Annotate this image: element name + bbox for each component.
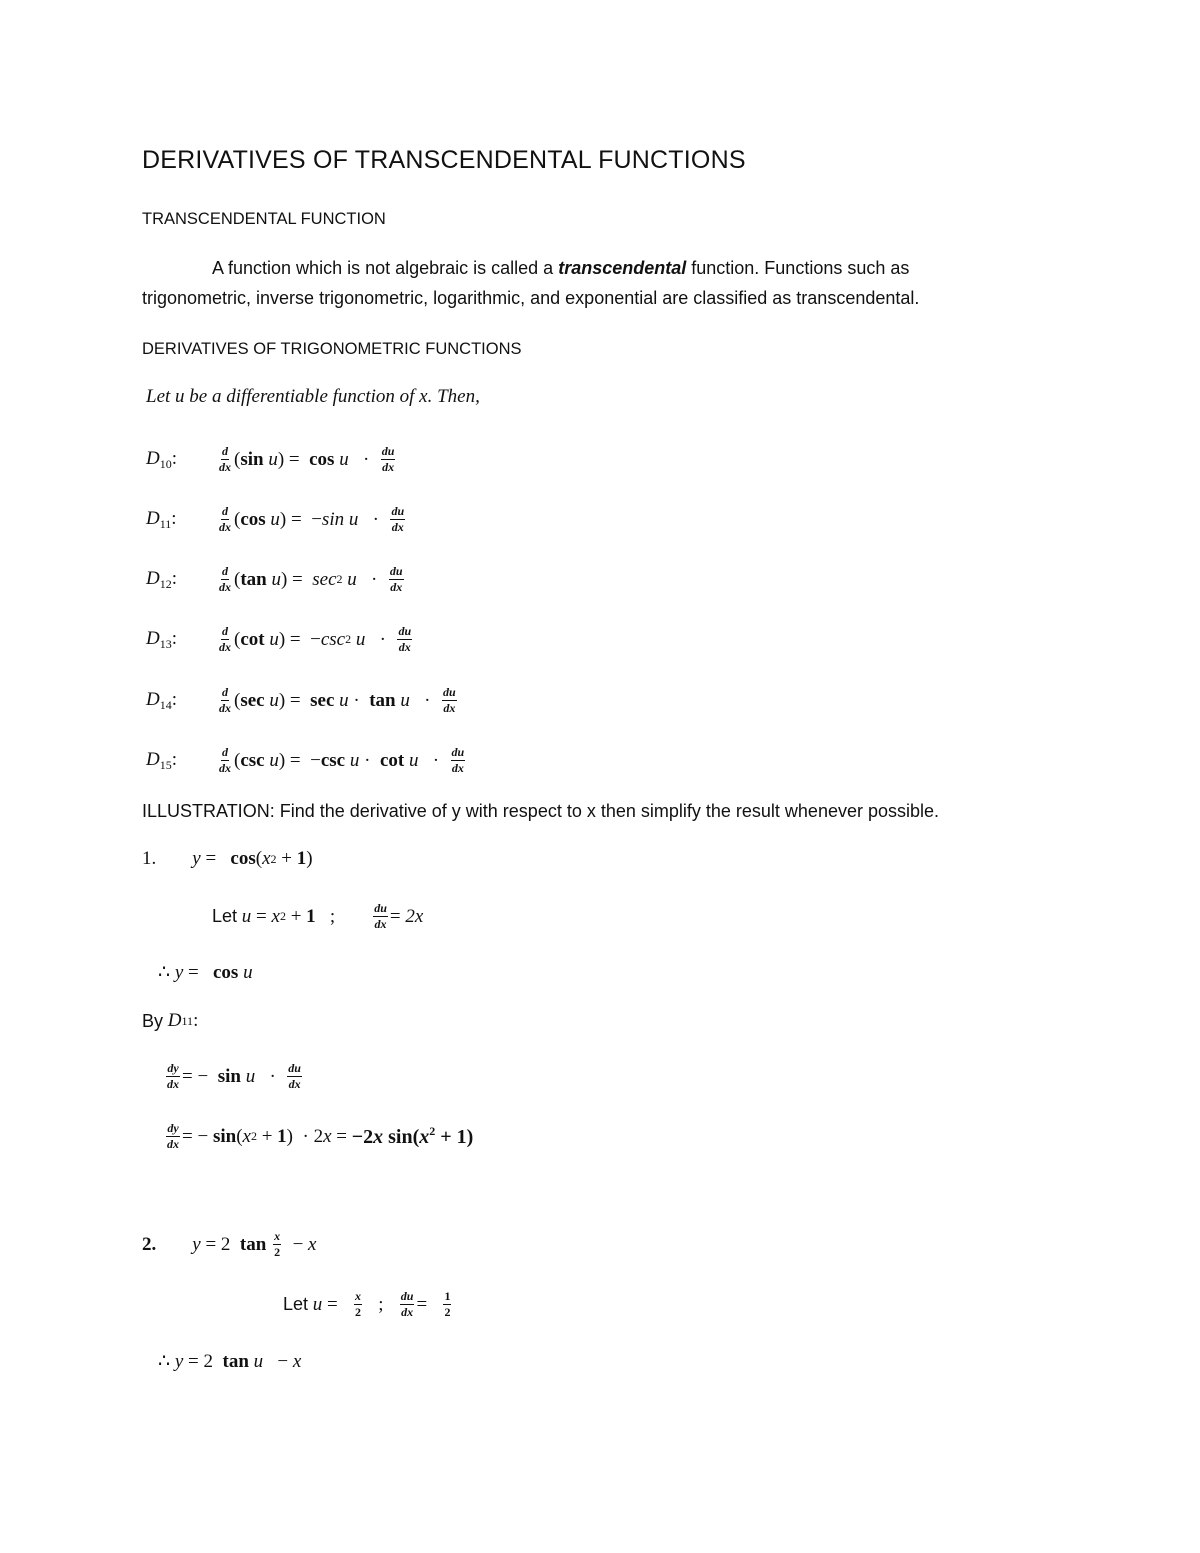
example1-du-value: 2x xyxy=(405,905,424,927)
formula-function: sec xyxy=(240,689,265,711)
example1-by-rule: By D 11 : xyxy=(142,1010,199,1031)
half-num: 1 xyxy=(444,1289,451,1303)
example1-substitution: Let u = x 2 + 1 ; $\frac{du}{dx}$ = 2x xyxy=(212,901,424,931)
frac-den: dx xyxy=(374,917,387,931)
d-dx-fraction: $\frac{d}{dx}$ xyxy=(219,745,231,775)
section-heading-trig: DERIVATIVES OF TRIGONOMETRIC FUNCTIONS xyxy=(142,340,522,358)
du-dx-fraction: $\frac{du}{dx}$ xyxy=(389,564,403,594)
du-dx-fraction: $\frac{du}{dx}$ xyxy=(381,444,395,474)
example1-step1: $\frac{dy}{dx}$ = − sin u · $\frac{du}{dx}$ xyxy=(167,1061,301,1091)
formula-sign: − xyxy=(310,749,321,771)
example1-therefore: ∴ y = cos u xyxy=(158,961,253,983)
formula-label: $D_{11}$: xyxy=(146,507,177,531)
half-den: 2 xyxy=(444,1305,451,1319)
section-heading-transcendental: TRANSCENDENTAL FUNCTION xyxy=(142,210,386,228)
formula-row: $D_{15}$: $\frac{d}{dx}$ ( csc u ) = − csc u · cot u · $\frac{du}{dx}$ xyxy=(146,745,465,775)
example2-problem: 2. y = 2 tan $\frac{x}{2}$ − x xyxy=(142,1229,317,1259)
example2-let: Let xyxy=(283,1294,309,1314)
page-title: DERIVATIVES OF TRANSCENDENTAL FUNCTIONS xyxy=(142,146,746,174)
frac-num: du xyxy=(374,901,387,915)
formula-label: $D_{13}$: xyxy=(146,627,178,651)
intro-statement: Let u be a differentiable function of x. Then, xyxy=(146,386,480,407)
formula-rhs-func: sec xyxy=(310,689,335,711)
definition-line-2: trigonometric, inverse trigonometric, logarithmic, and exponential are classified as transcendental. xyxy=(142,288,920,308)
formula-label: $D_{14}$: xyxy=(146,688,178,712)
formula-row: $D_{10}$: $\frac{d}{dx}$ ( sin u ) = cos u · $\frac{du}{dx}$ xyxy=(146,444,395,474)
du-dx-fraction: $\frac{du}{dx}$ xyxy=(398,624,412,654)
du-dx-fraction: $\frac{du}{dx}$ xyxy=(442,685,456,715)
definition-line-1 xyxy=(212,258,909,279)
formula-function: tan xyxy=(240,568,267,590)
formula-label: $D_{12}$: xyxy=(146,567,178,591)
formula-function: csc xyxy=(240,749,265,771)
formula-row: $D_{11}$: $\frac{d}{dx}$ ( cos u ) = − sin u · $\frac{du}{dx}$ xyxy=(146,504,405,534)
d-dx-fraction: $\frac{d}{dx}$ xyxy=(219,444,231,474)
definition-text-a: A function which is not algebraic is called a xyxy=(212,258,559,278)
formula-function: cos xyxy=(240,508,266,530)
formula-row: $D_{14}$: $\frac{d}{dx}$ ( sec u ) = sec u · tan u · $\frac{du}{dx}$ xyxy=(146,685,456,715)
example1-step2: $\frac{dy}{dx}$ = − sin ( x 2 + 1 ) · 2 x = −2x $\sin(x^2 + 1)$ xyxy=(167,1121,474,1151)
formula-rhs-func: csc xyxy=(320,628,346,650)
example2-number: 2. xyxy=(142,1233,157,1255)
illustration-label: ILLUSTRATION: xyxy=(142,801,275,821)
formula-rhs-func2: cot xyxy=(379,749,405,771)
definition-emphasis: transcendental xyxy=(558,258,687,278)
formula-row: $D_{12}$: $\frac{d}{dx}$ ( tan u ) = sec 2 u · $\frac{du}{dx}$ xyxy=(146,564,403,594)
formula-function: cot xyxy=(240,628,265,650)
formula-rhs-func: cos xyxy=(309,448,335,470)
example1-by: By xyxy=(142,1010,164,1031)
example1-problem: 1. y = cos ( x 2 + 1 ) xyxy=(142,848,313,869)
d-dx-fraction: $\frac{d}{dx}$ xyxy=(219,624,231,654)
d-dx-fraction: $\frac{d}{dx}$ xyxy=(219,504,231,534)
formula-label: $D_{10}$: xyxy=(146,447,178,471)
example1-by-sub: 11 xyxy=(181,1013,194,1028)
formula-rhs-func: sin xyxy=(321,508,345,530)
formula-row: $D_{13}$: $\frac{d}{dx}$ ( cot u ) = − csc 2 u · $\frac{du}{dx}$ xyxy=(146,624,412,654)
du-dx-fraction: $\frac{du}{dx}$ xyxy=(391,504,405,534)
d-dx-fraction: $\frac{d}{dx}$ xyxy=(219,564,231,594)
formula-function: sin xyxy=(240,448,264,470)
formula-sign: − xyxy=(311,508,322,530)
formula-rhs-func: csc xyxy=(320,749,346,771)
formula-sign: − xyxy=(310,628,321,650)
definition-text-b: function. Functions such as xyxy=(686,258,910,278)
illustration-text: Find the derivative of y with respect to x then simplify the result whenever possible. xyxy=(274,801,940,821)
du-dx-fraction: $\frac{du}{dx}$ xyxy=(451,745,465,775)
illustration-line xyxy=(142,801,939,822)
example2-substitution: Let u = $\frac{x}{2}$ ; $\frac{du}{dx}$ = $\frac{1}{2}$ xyxy=(283,1289,451,1319)
example1-number: 1. xyxy=(142,848,157,869)
formula-rhs-func: sec xyxy=(312,568,337,590)
d-dx-fraction: $\frac{d}{dx}$ xyxy=(219,685,231,715)
example1-let: Let xyxy=(212,906,238,926)
formula-rhs-func2: tan xyxy=(369,689,396,711)
example2-therefore: ∴ y = 2 tan u − x xyxy=(158,1350,302,1372)
formula-label: $D_{15}$: xyxy=(146,748,178,772)
